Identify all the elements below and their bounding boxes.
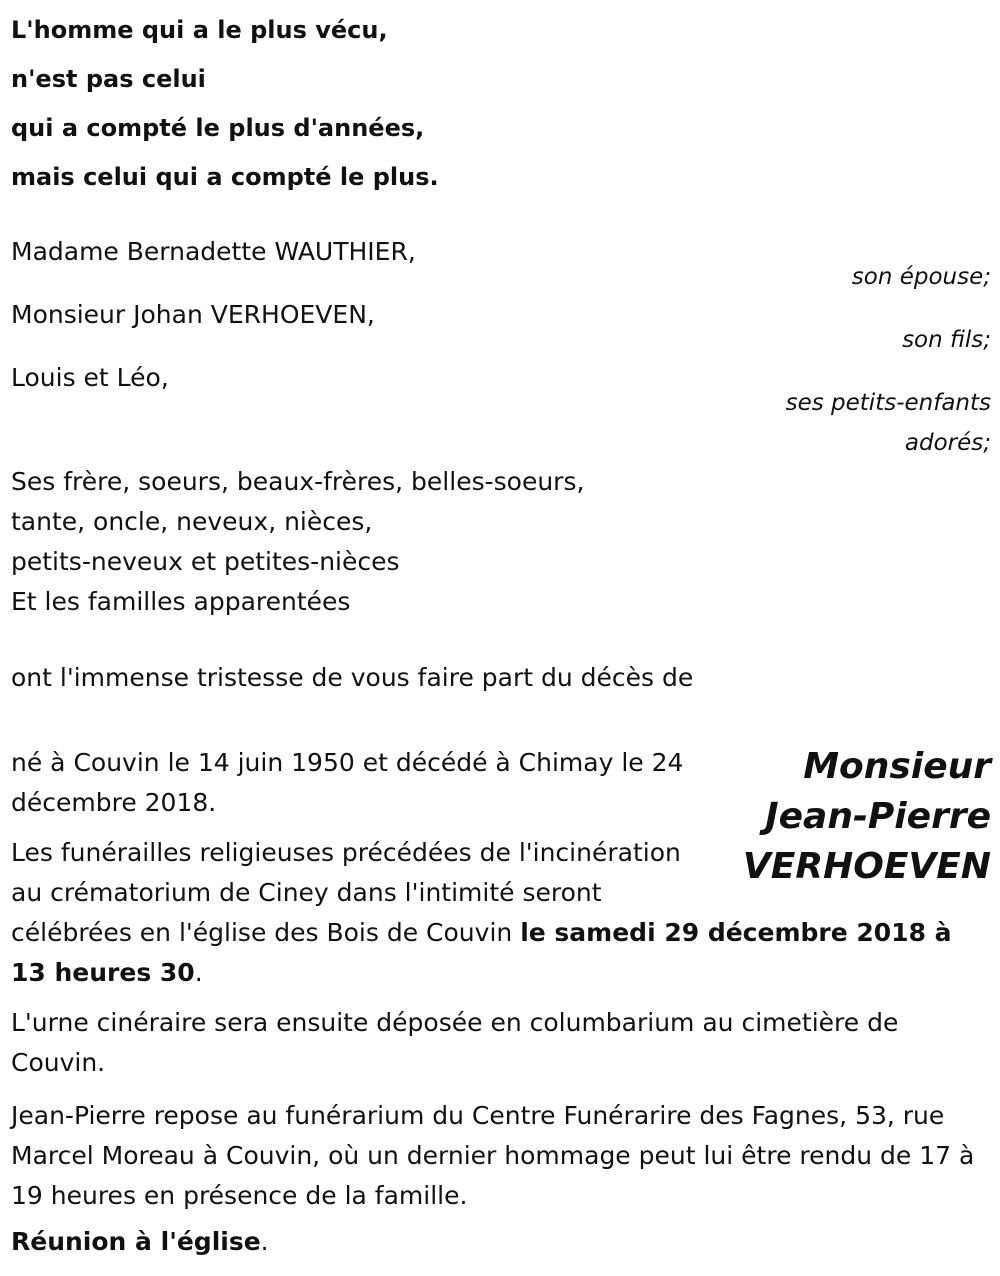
poem-quote <box>11 6 439 202</box>
meeting-end-punct: . <box>260 1227 269 1256</box>
relation-line: adorés; <box>904 430 991 456</box>
deceased-first-name: Jean-Pierre <box>765 796 991 837</box>
funeral-line: au crématorium de Ciney dans l'intimité seront <box>11 878 602 907</box>
family-relation-son: son fils; <box>902 327 991 353</box>
family-name-grandchildren: Louis et Léo, <box>11 363 169 392</box>
meeting-paragraph <box>11 1222 269 1262</box>
family-relation-wife: son épouse; <box>851 264 991 290</box>
funeral-line <box>11 913 986 953</box>
family-name-wife: Madame Bernadette WAUTHIER, <box>11 237 416 266</box>
relation-line: ses petits-enfants <box>785 390 991 416</box>
poem-line: mais celui qui a compté le plus. <box>11 163 439 191</box>
relatives-line: tante, oncle, neveux, nièces, <box>11 507 373 536</box>
funeral-text: célébrées en l'église des Bois de Couvin <box>11 918 521 947</box>
funeral-line: Les funérailles religieuses précédées de l'incinération <box>11 838 681 867</box>
deceased-last-name: VERHOEVEN <box>742 846 991 887</box>
funeral-time: 13 heures 30 <box>11 958 195 987</box>
birth-death-paragraph: né à Couvin le 14 juin 1950 et décédé à Chimay le 24 décembre 2018. <box>11 748 684 817</box>
family-relation-grandchildren <box>786 383 991 463</box>
rest-paragraph: Jean-Pierre repose au funérarium du Centre Funérarire des Fagnes, 53, rue Marcel Moreau à Couvin, où un dernier hommage peut lui être rendu de 17 à 19 heures en présence de la famille. <box>11 1101 975 1210</box>
funeral-end-punct: . <box>194 958 203 987</box>
deceased-title: Monsieur <box>803 746 991 787</box>
relatives-line: Et les familles apparentées <box>11 587 351 616</box>
meeting-text: Réunion à l'église <box>11 1227 261 1256</box>
relatives-line: Ses frère, soeurs, beaux-frères, belles-soeurs, <box>11 467 585 496</box>
funeral-paragraph <box>11 833 986 993</box>
family-name-son: Monsieur Johan VERHOEVEN, <box>11 300 375 329</box>
funeral-line <box>11 953 986 993</box>
urn-paragraph: L'urne cinéraire sera ensuite déposée en columbarium au cimetière de Couvin. <box>11 1008 899 1077</box>
relatives-line: petits-neveux et petites-nièces <box>11 547 400 576</box>
poem-line: qui a compté le plus d'années, <box>11 114 425 142</box>
poem-line: n'est pas celui <box>11 65 206 93</box>
poem-line: L'homme qui a le plus vécu, <box>11 16 388 44</box>
announcement: ont l'immense tristesse de vous faire part du décès de <box>11 663 694 692</box>
relatives-list <box>11 462 584 622</box>
funeral-date: le samedi 29 décembre 2018 à <box>520 918 952 947</box>
